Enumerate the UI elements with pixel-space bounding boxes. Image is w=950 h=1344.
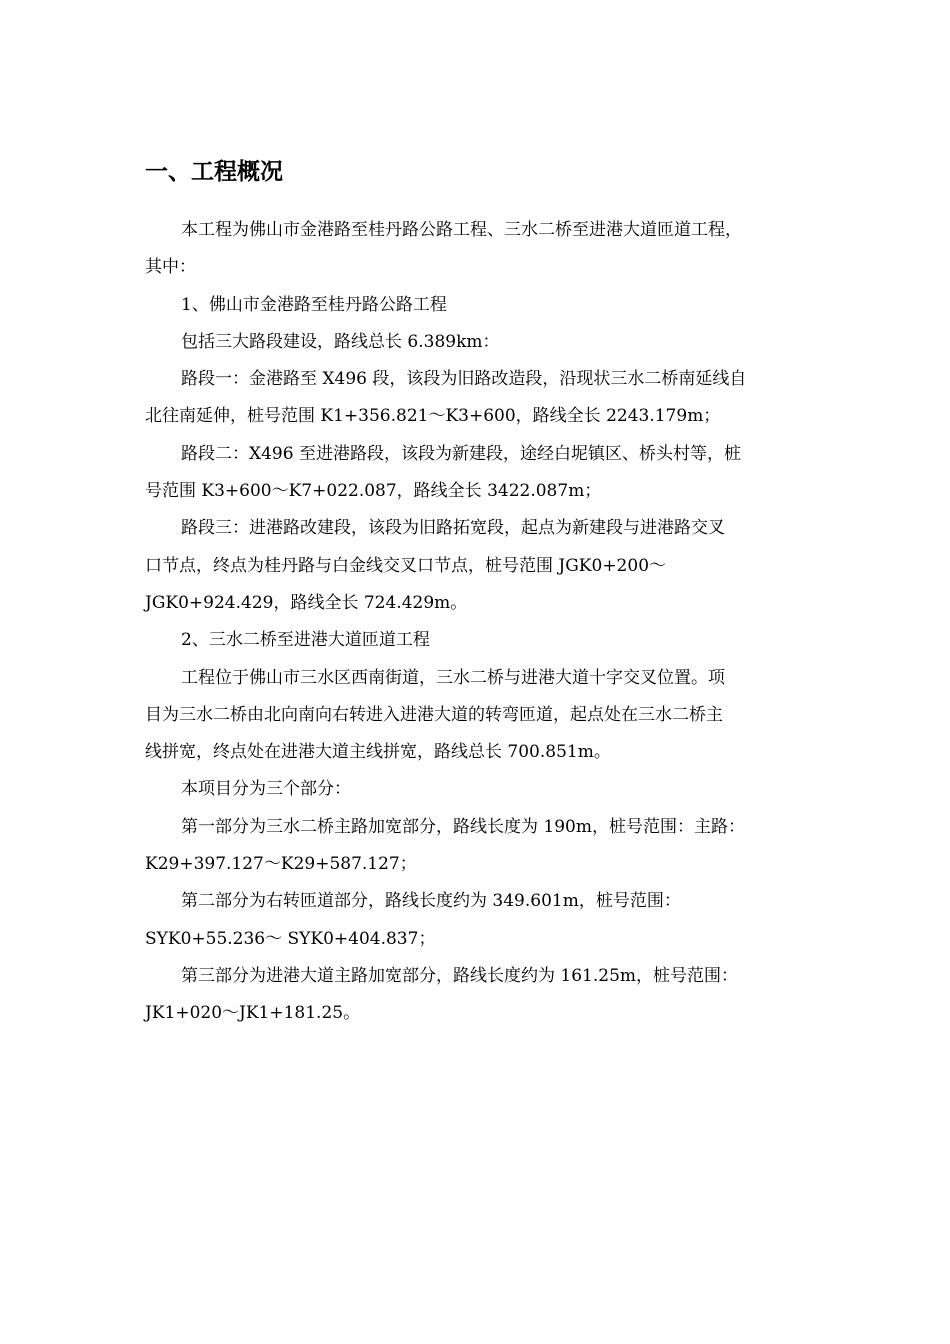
paragraph-line: 第二部分为右转匝道部分，路线长度约为 349.601m，桩号范围： [181, 891, 681, 912]
paragraph-line: 其中： [145, 257, 196, 278]
paragraph-line: 工程位于佛山市三水区西南街道，三水二桥与进港大道十字交叉位置。项 [181, 667, 725, 688]
paragraph-line: JGK0+924.429，路线全长 724.429m。 [145, 592, 468, 613]
paragraph-line: 本工程为佛山市金港路至桂丹路公路工程、三水二桥至进港大道匝道工程， [181, 220, 742, 240]
paragraph-line: 北往南延伸，桩号范围 K1+356.821～K3+600，路线全长 2243.179m； [145, 406, 721, 427]
section-heading: 一、工程概况 [145, 159, 283, 185]
paragraph-line: 路段三：进港路改建段，该段为旧路拓宽段，起点为新建段与进港路交叉 [181, 518, 725, 539]
paragraph-line: 线拼宽，终点处在进港大道主线拼宽，路线总长 700.851m。 [145, 742, 611, 763]
paragraph-line: 号范围 K3+600～K7+022.087，路线全长 3422.087m； [145, 481, 602, 502]
subsection-title: 1、佛山市金港路至桂丹路公路工程 [181, 294, 447, 315]
paragraph-line: 第三部分为进港大道主路加宽部分，路线长度约为 161.25m，桩号范围： [181, 965, 739, 986]
paragraph-line: 路段一：金港路至 X496 段，该段为旧路改造段，沿现状三水二桥南延线自 [181, 369, 747, 390]
paragraph-line: 目为三水二桥由北向南向右转进入进港大道的转弯匝道，起点处在三水二桥主 [145, 704, 723, 725]
paragraph-line: SYK0+55.236～ SYK0+404.837； [145, 928, 436, 949]
paragraph-line: JK1+020～JK1+181.25。 [145, 1003, 361, 1024]
subsection-title: 2、三水二桥至进港大道匝道工程 [181, 630, 430, 651]
paragraph-line: K29+397.127～K29+587.127； [145, 854, 417, 875]
section-body [145, 212, 815, 1033]
paragraph-line: 本项目分为三个部分： [181, 779, 351, 800]
paragraph-line: 第一部分为三水二桥主路加宽部分，路线长度为 190m，桩号范围：主路： [181, 816, 745, 837]
paragraph-line: 包括三大路段建设，路线总长 6.389km： [181, 331, 500, 352]
paragraph-line: 口节点，终点为桂丹路与白金线交叉口节点，桩号范围 JGK0+200～ [145, 555, 667, 576]
paragraph-line: 路段二：X496 至进港路段，该段为新建段，途经白坭镇区、桥头村等，桩 [181, 443, 741, 464]
